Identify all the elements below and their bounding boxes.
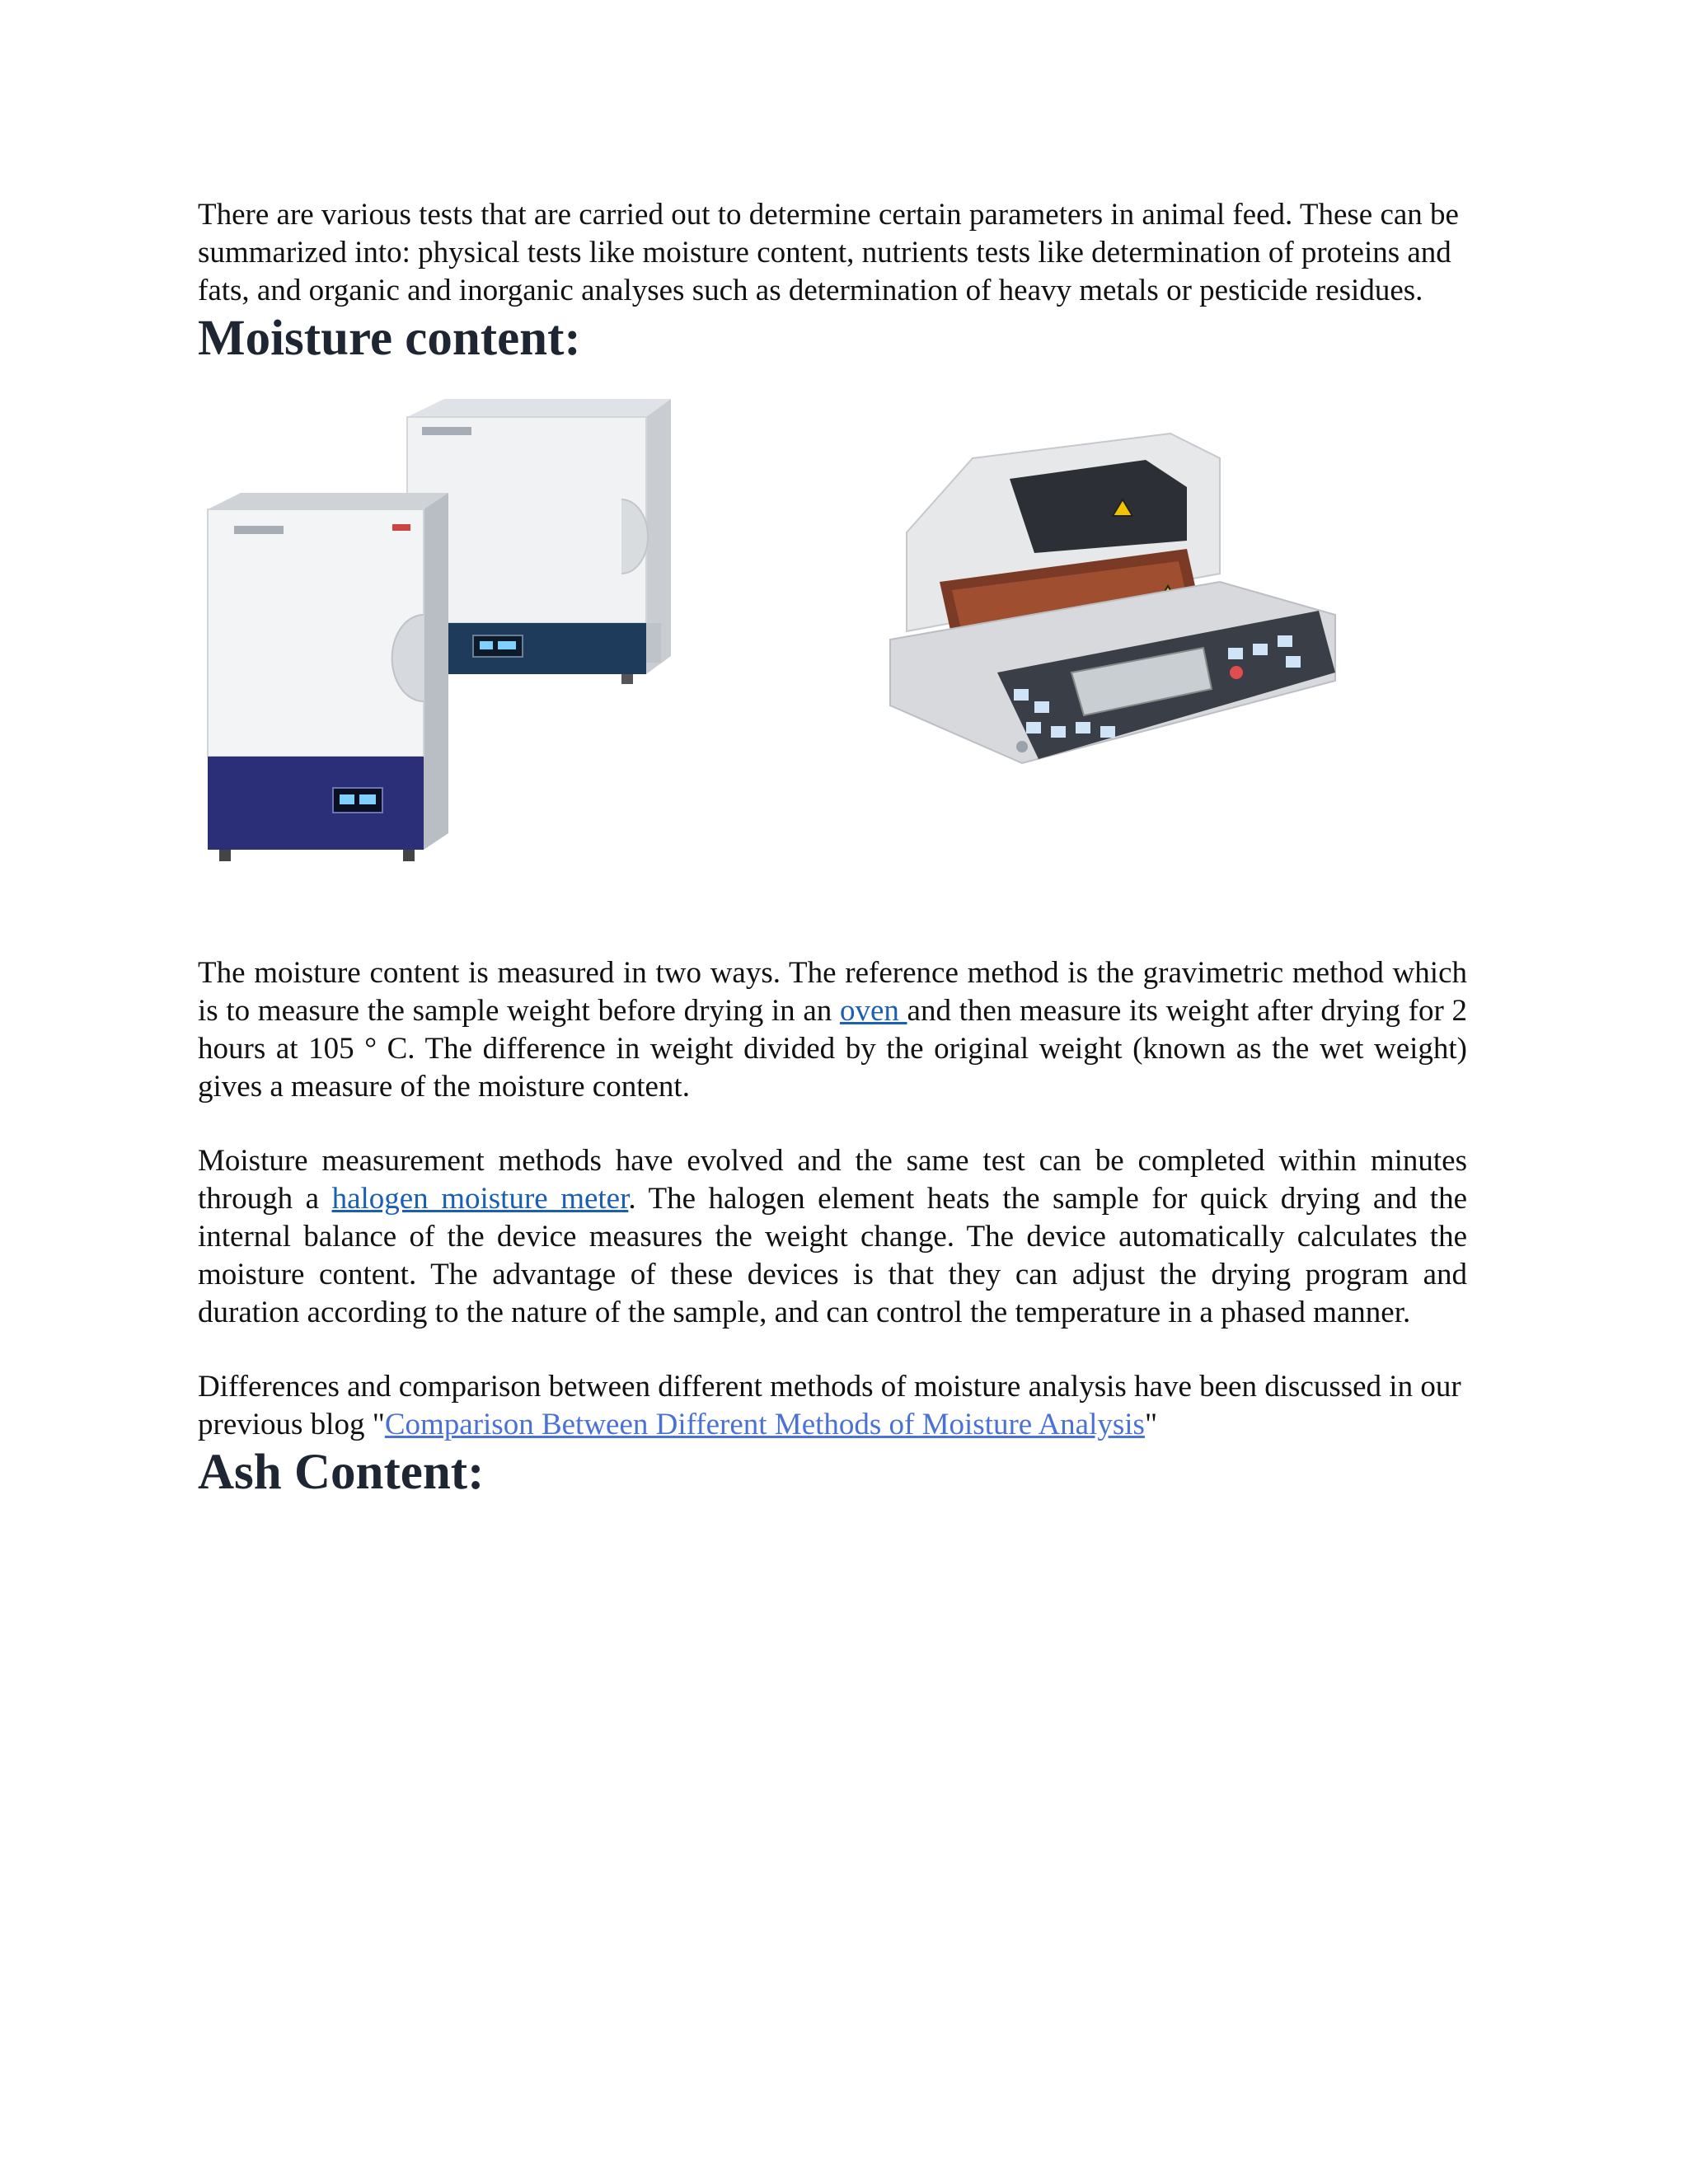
halogen-method-paragraph bbox=[198, 1142, 1467, 1332]
ash-content-heading: Ash Content: bbox=[198, 1445, 485, 1500]
gravimetric-text-end: and then measure its weight after drying for 2 hours at 105 ° C. The difference in weight divided by the original weight (known as the wet weight) gives a measure of the moisture content. bbox=[198, 994, 1467, 1104]
gravimetric-method-paragraph bbox=[198, 954, 1467, 1106]
equipment-images bbox=[198, 368, 1467, 870]
article-content bbox=[198, 196, 1467, 1502]
halogen-moisture-meter-image bbox=[874, 409, 1451, 796]
front-oven bbox=[208, 493, 448, 861]
halogen-text-end: . The halogen element heats the sample for quick drying and the internal balance of the device measures the weight change. The device automatically calculates the moisture content. The advantage of these devices is that they can adjust the drying program and duration according to the nature of the sample, and can control the temperature in a phased manner. bbox=[198, 1182, 1467, 1329]
level-indicator bbox=[1016, 741, 1028, 752]
comparison-blog-link[interactable]: Comparison Between Different Methods of Moisture Analysis bbox=[384, 1408, 1145, 1441]
halogen-moisture-meter-link[interactable]: halogen moisture meter bbox=[331, 1182, 629, 1216]
power-button bbox=[1230, 666, 1243, 679]
moisture-content-heading: Moisture content: bbox=[198, 311, 581, 366]
gravimetric-text-start: The moisture content is measured in two ways. The reference method is the gravimetric method which is to measure the sample weight before drying in an bbox=[198, 956, 1467, 1028]
intro-paragraph: There are various tests that are carried out to determine certain parameters in animal feed. These can be summarized into: physical tests like moisture content, nutrients tests like determination of proteins and fats, and organic and inorganic analyses such as determination of heavy metals or pesticide residues. bbox=[198, 198, 1459, 307]
comparison-paragraph bbox=[198, 1368, 1467, 1444]
oven-link[interactable]: oven bbox=[839, 994, 907, 1028]
comparison-text-end: " bbox=[1144, 1408, 1158, 1441]
comparison-text-start: Differences and comparison between different methods of moisture analysis have been discussed in our previous blog " bbox=[198, 1370, 1461, 1441]
halogen-text-start: Moisture measurement methods have evolved and the same test can be completed within minutes through a bbox=[198, 1144, 1467, 1216]
drying-ovens-image bbox=[201, 384, 696, 870]
